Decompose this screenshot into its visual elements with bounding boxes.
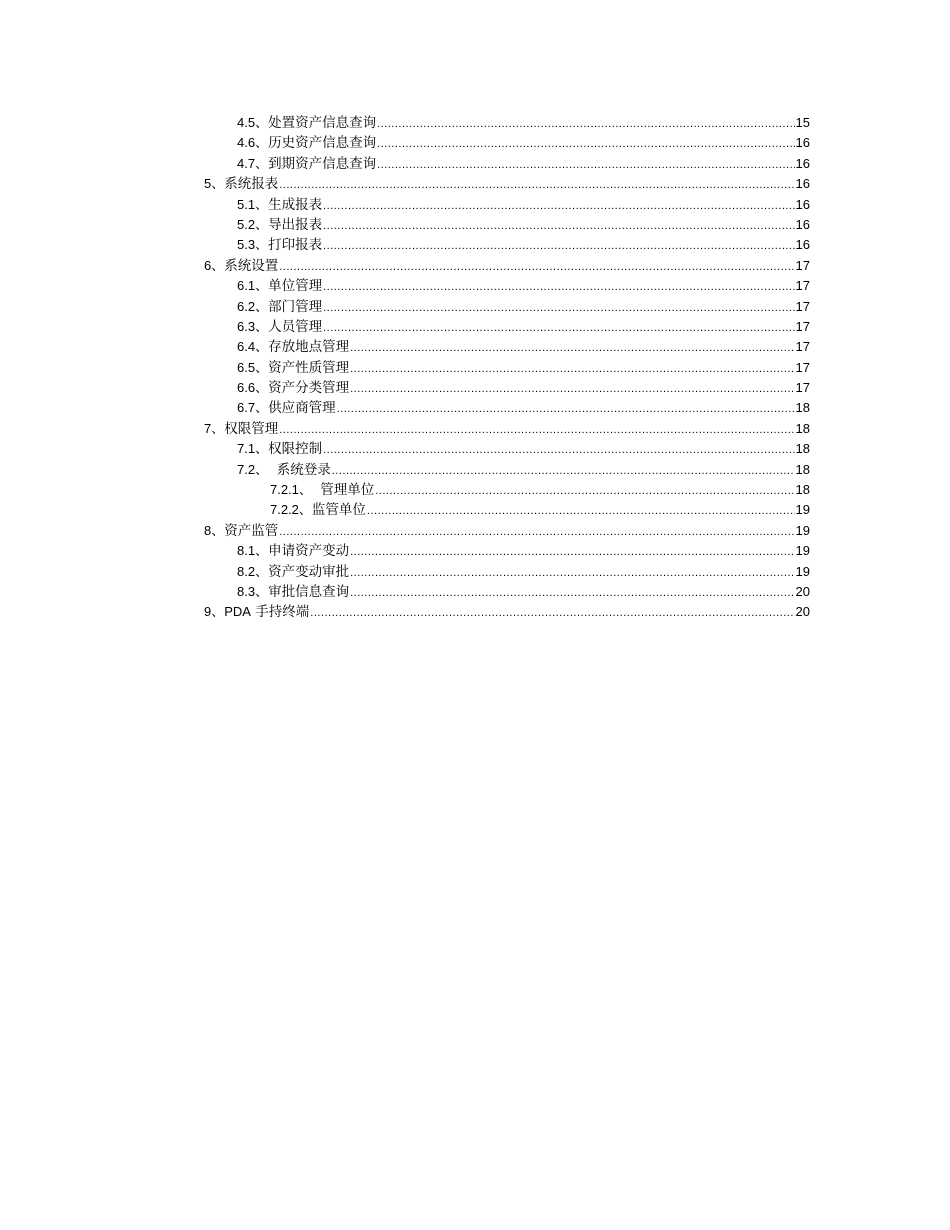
- toc-entry-6-5[interactable]: [204, 358, 810, 378]
- toc-entry-title: 打印报表: [268, 237, 323, 254]
- toc-leader-dots: [377, 134, 794, 154]
- toc-entry-page: 20: [795, 604, 810, 620]
- toc-entry-number: 9、PDA: [204, 604, 251, 620]
- toc-leader-dots: [375, 481, 794, 501]
- toc-entry-title: 部门管理: [268, 298, 323, 315]
- toc-entry-page: 16: [795, 196, 810, 212]
- toc-leader-dots: [323, 196, 794, 216]
- toc-entry-title: 导出报表: [268, 216, 323, 233]
- toc-entry-number: 8.1、: [237, 543, 269, 559]
- toc-entry-page: 17: [795, 339, 810, 355]
- toc-entry-title: 存放地点管理: [268, 339, 350, 356]
- toc-leader-dots: [350, 379, 794, 399]
- toc-entry-page: 17: [795, 257, 810, 273]
- toc-leader-dots: [377, 155, 794, 175]
- table-of-contents: [204, 113, 810, 623]
- toc-entry-page: 18: [795, 441, 810, 457]
- toc-entry-page: 16: [795, 135, 810, 151]
- toc-entry-4-7[interactable]: [204, 154, 810, 174]
- toc-leader-dots: [377, 114, 794, 134]
- toc-entry-title: 管理单位: [320, 482, 375, 499]
- toc-entry-number: 5、: [204, 176, 225, 192]
- toc-leader-dots: [350, 542, 794, 562]
- toc-entry-number: 8.3、: [237, 583, 269, 599]
- toc-entry-title: 供应商管理: [268, 400, 336, 417]
- toc-entry-page: 18: [795, 482, 810, 498]
- toc-entry-page: 17: [795, 298, 810, 314]
- toc-entry-6-6[interactable]: [204, 378, 810, 398]
- toc-entry-title: 历史资产信息查询: [268, 135, 377, 152]
- toc-leader-dots: [337, 399, 795, 419]
- toc-leader-dots: [279, 420, 794, 440]
- toc-entry-7[interactable]: [204, 419, 810, 439]
- toc-entry-4-6[interactable]: [204, 133, 810, 153]
- toc-entry-number: 6.2、: [237, 298, 269, 314]
- toc-entry-title: 资产变动审批: [268, 563, 350, 580]
- toc-entry-title: 权限控制: [268, 441, 323, 458]
- toc-entry-6-3[interactable]: [204, 317, 810, 337]
- toc-entry-number: 5.2、: [237, 216, 269, 232]
- toc-entry-title: 资产分类管理: [268, 380, 350, 397]
- toc-entry-6-1[interactable]: [204, 276, 810, 296]
- toc-entry-number: 4.7、: [237, 155, 269, 171]
- toc-entry-5-3[interactable]: [204, 235, 810, 255]
- toc-entry-4-5[interactable]: [204, 113, 810, 133]
- toc-entry-page: 16: [795, 237, 810, 253]
- toc-entry-8-3[interactable]: [204, 582, 810, 602]
- toc-entry-page: 19: [795, 522, 810, 538]
- toc-entry-page: 18: [795, 461, 810, 477]
- toc-leader-dots: [310, 603, 794, 623]
- toc-leader-dots: [350, 583, 794, 603]
- toc-entry-number: 7、: [204, 420, 225, 436]
- toc-entry-number: 6.6、: [237, 380, 269, 396]
- toc-entry-number: 7.2.1、: [270, 482, 312, 498]
- toc-entry-number: 8.2、: [237, 563, 269, 579]
- toc-entry-page: 19: [795, 563, 810, 579]
- toc-entry-page: 16: [795, 176, 810, 192]
- toc-leader-dots: [323, 318, 794, 338]
- toc-entry-page: 20: [795, 583, 810, 599]
- toc-leader-dots: [350, 338, 794, 358]
- toc-entry-7-2[interactable]: [204, 460, 810, 480]
- toc-entry-page: 19: [795, 543, 810, 559]
- toc-entry-page: 17: [795, 278, 810, 294]
- toc-leader-dots: [350, 359, 794, 379]
- toc-entry-number: 7.2、: [237, 461, 269, 477]
- toc-leader-dots: [323, 216, 794, 236]
- toc-leader-dots: [279, 175, 794, 195]
- toc-entry-6[interactable]: [204, 256, 810, 276]
- toc-leader-dots: [367, 501, 795, 521]
- toc-entry-title: 权限管理: [224, 420, 279, 437]
- toc-entry-page: 19: [795, 502, 810, 518]
- toc-entry-8-2[interactable]: [204, 562, 810, 582]
- toc-entry-page: 17: [795, 318, 810, 334]
- toc-entry-title: 处置资产信息查询: [268, 115, 377, 131]
- toc-entry-6-4[interactable]: [204, 337, 810, 357]
- toc-entry-number: 7.2.2、: [270, 502, 312, 518]
- toc-entry-7-2-2[interactable]: [204, 500, 810, 520]
- toc-entry-title: 单位管理: [268, 278, 323, 295]
- toc-entry-6-7[interactable]: [204, 398, 810, 418]
- toc-entry-title: 到期资产信息查询: [268, 155, 377, 172]
- toc-entry-page: 17: [795, 380, 810, 396]
- toc-entry-number: 5.1、: [237, 196, 269, 212]
- toc-entry-6-2[interactable]: [204, 297, 810, 317]
- toc-entry-8-1[interactable]: [204, 541, 810, 561]
- toc-entry-number: 6、: [204, 257, 225, 273]
- toc-leader-dots: [279, 522, 794, 542]
- toc-entry-page: 18: [795, 420, 810, 436]
- toc-entry-title: 资产监管: [224, 522, 279, 539]
- toc-entry-number: 7.1、: [237, 441, 269, 457]
- toc-entry-title: 系统登录: [276, 461, 331, 478]
- toc-entry-title: 人员管理: [268, 318, 323, 335]
- toc-entry-5[interactable]: [204, 174, 810, 194]
- toc-entry-7-2-1[interactable]: [204, 480, 810, 500]
- toc-entry-number: 4.5、: [237, 115, 269, 130]
- toc-entry-number: 6.3、: [237, 318, 269, 334]
- toc-entry-title: 系统报表: [224, 176, 279, 193]
- toc-entry-number: 5.3、: [237, 237, 269, 253]
- toc-entry-number: 6.4、: [237, 339, 269, 355]
- toc-entry-title: 生成报表: [268, 196, 323, 213]
- toc-entry-title: 手持终端: [250, 604, 310, 621]
- toc-entry-page: 16: [795, 155, 810, 171]
- toc-entry-title: 资产性质管理: [268, 359, 350, 376]
- toc-entry-title: 监管单位: [311, 502, 366, 519]
- toc-entry-9[interactable]: [204, 602, 810, 622]
- toc-leader-dots: [323, 236, 794, 256]
- toc-leader-dots: [323, 440, 794, 460]
- toc-leader-dots: [332, 461, 795, 481]
- toc-entry-number: 4.6、: [237, 135, 269, 151]
- toc-entry-page: 18: [795, 400, 810, 416]
- toc-entry-5-1[interactable]: [204, 195, 810, 215]
- toc-entry-5-2[interactable]: [204, 215, 810, 235]
- toc-entry-number: 6.7、: [237, 400, 269, 416]
- toc-entry-number: 6.1、: [237, 278, 269, 294]
- toc-entry-title: 审批信息查询: [268, 583, 350, 600]
- toc-leader-dots: [279, 257, 794, 277]
- toc-entry-number: 6.5、: [237, 359, 269, 375]
- toc-leader-dots: [323, 277, 794, 297]
- toc-entry-7-1[interactable]: [204, 439, 810, 459]
- toc-entry-8[interactable]: [204, 521, 810, 541]
- toc-leader-dots: [350, 563, 794, 583]
- toc-entry-title: 系统设置: [224, 257, 279, 274]
- toc-entry-page: 15: [795, 115, 810, 130]
- toc-leader-dots: [323, 298, 794, 318]
- toc-entry-page: 16: [795, 216, 810, 232]
- toc-entry-title: 申请资产变动: [268, 543, 350, 560]
- toc-entry-number: 8、: [204, 522, 225, 538]
- toc-entry-page: 17: [795, 359, 810, 375]
